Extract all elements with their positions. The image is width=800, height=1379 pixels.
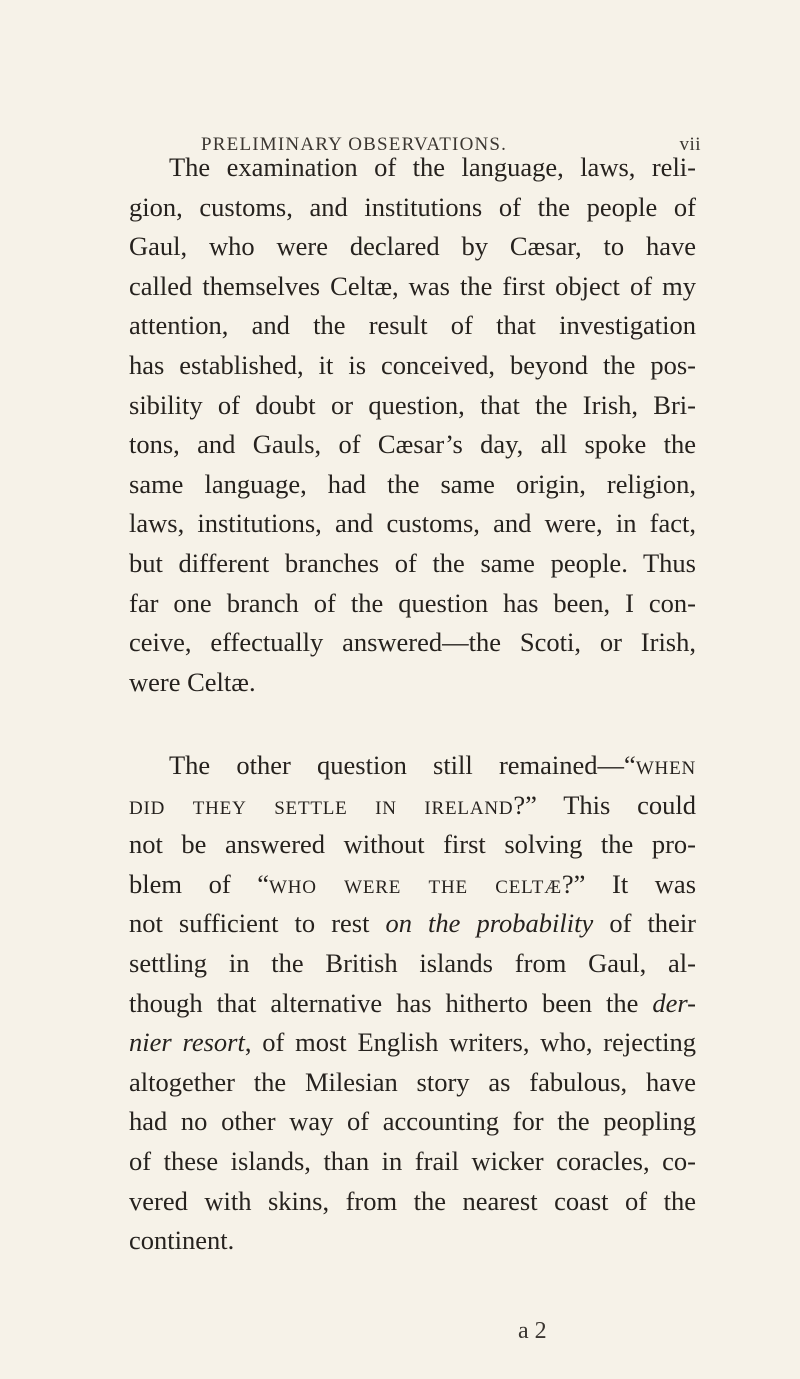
text-line: altogether the Milesian story as fabulous, have xyxy=(129,1066,696,1097)
text-run: ?” It was xyxy=(561,868,697,899)
text-line xyxy=(129,1023,696,1063)
text-line: laws, institutions, and customs, and were, in fact, xyxy=(129,508,696,539)
text-line: far one branch of the question has been, I con- xyxy=(129,587,696,618)
text-line: sibility of doubt or question, that the Irish, Bri- xyxy=(129,389,696,420)
small-caps-text: who were the celtæ xyxy=(269,868,562,899)
text-line: gion, customs, and institutions of the people of xyxy=(129,191,696,222)
text-line: Gaul, who were declared by Cæsar, to have xyxy=(129,231,696,262)
text-run: blem of “ xyxy=(129,868,269,899)
text-line: had no other way of accounting for the peopling xyxy=(129,1106,696,1137)
text-line xyxy=(129,904,696,944)
text-line: called themselves Celtæ, was the first object of my xyxy=(129,270,696,301)
running-head-title: PRELIMINARY OBSERVATIONS. xyxy=(201,134,508,155)
text-line: but different branches of the same people. Thus xyxy=(129,547,696,578)
text-run: of their xyxy=(593,908,697,939)
italic-text: nier resort xyxy=(129,1027,245,1058)
text-line: tons, and Gauls, of Cæsar’s day, all spoke the xyxy=(129,429,696,460)
text-line xyxy=(129,746,696,786)
text-run: not sufficient to rest xyxy=(129,908,386,939)
text-line: were Celtæ. xyxy=(129,666,256,697)
text-run: , of most English writers, who, rejecting xyxy=(244,1027,696,1058)
text-line: not be answered without first solving the pro- xyxy=(129,829,696,860)
text-run: though that alternative has hitherto been the xyxy=(129,987,653,1018)
signature-mark: a 2 xyxy=(518,1318,547,1344)
italic-text: on the probability xyxy=(385,908,594,939)
text-line xyxy=(129,865,696,905)
paragraph-1 xyxy=(129,148,696,702)
text-line: same language, had the same origin, religion, xyxy=(129,468,696,499)
text-run: ?” This could xyxy=(513,789,696,820)
text-line: attention, and the result of that investigation xyxy=(129,310,696,341)
text-line: settling in the British islands from Gaul, al- xyxy=(129,947,696,978)
text-line: vered with skins, from the nearest coast of the xyxy=(129,1185,696,1216)
italic-text: der- xyxy=(652,987,696,1018)
small-caps-text: when xyxy=(635,750,696,780)
text-run: The other question still remained—“ xyxy=(169,750,636,780)
text-line xyxy=(129,984,696,1024)
text-line: continent. xyxy=(129,1225,235,1256)
page-number: vii xyxy=(679,134,701,155)
text-line: The examination of the language, laws, reli- xyxy=(169,152,696,182)
text-line: ceive, effectually answered—the Scoti, or Irish, xyxy=(129,627,696,658)
text-line: of these islands, than in frail wicker coracles, co- xyxy=(129,1145,696,1176)
text-line: has established, it is conceived, beyond the pos- xyxy=(129,349,696,380)
small-caps-text: did they settle in ireland xyxy=(129,789,514,820)
text-line xyxy=(129,786,696,826)
paragraph-2 xyxy=(129,746,696,1261)
